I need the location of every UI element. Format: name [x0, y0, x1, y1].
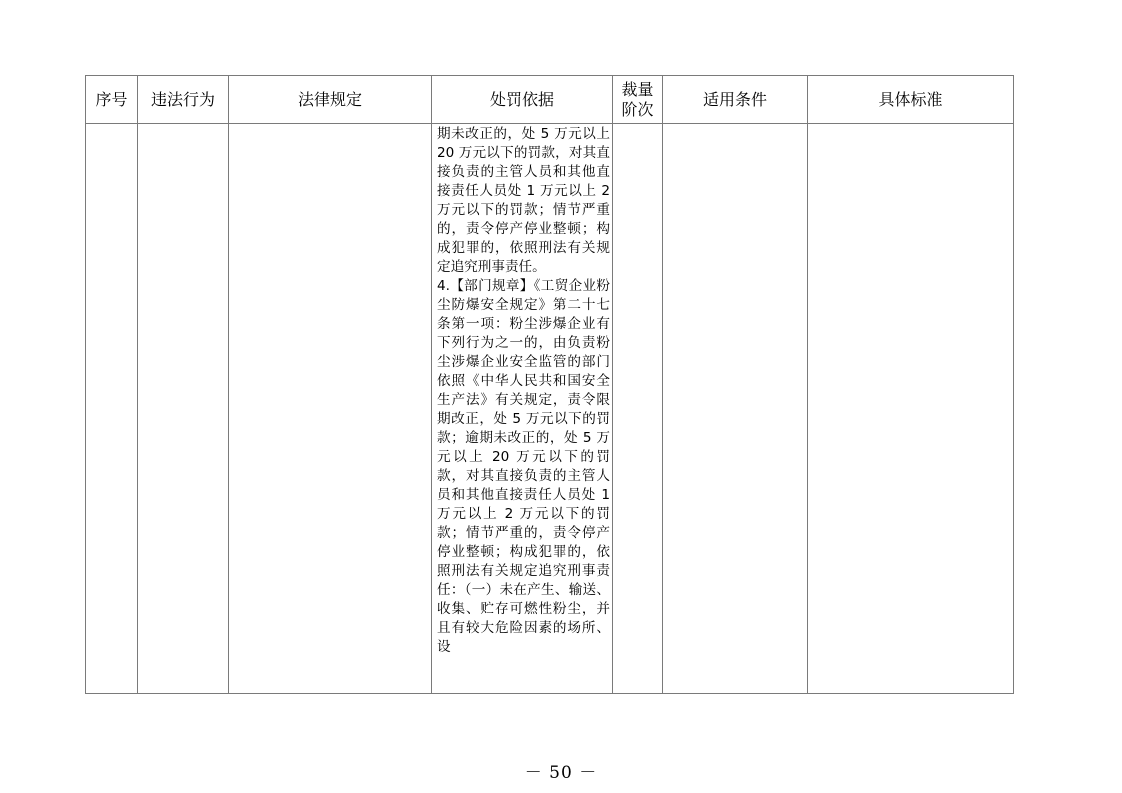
cell-conditions [663, 124, 808, 694]
header-violation: 违法行为 [138, 76, 229, 124]
cell-seq [86, 124, 138, 694]
cell-standards [808, 124, 1014, 694]
table-row [86, 124, 1014, 694]
cell-violation [138, 124, 229, 694]
header-standards: 具体标准 [808, 76, 1014, 124]
penalty-basis-text: 期未改正的，处 5 万元以上 20 万元以下的罚款，对其直接负责的主管人员和其他直接责任人员处 1 万元以上 2 万元以下的罚款；情节严重的，责令停产停业整顿；构成犯罪的，依照刑法有关规定追究刑事责任。 4.【部门规章】《工贸企业粉尘防爆安全规定》第二十七条第一项：粉尘涉爆企业有下列行为之一的，由负责粉尘涉爆企业安全监管的部门依照《中华人民共和国安全生产法》有关规定，责令限期改正，处 5 万元以下的罚款；逾期未改正的，处 5 万元以上 20 万元以下的罚款，对其直接负责的主管人员和其他直接责任人员处 1 万元以上 2 万元以下的罚款；情节严重的，责令停产停业整顿；构成犯罪的，依照刑法有关规定追究刑事责任：（一）未在产生、输送、收集、贮存可燃性粉尘，并且有较大危险因素的场所、设 [437, 126, 610, 655]
header-discretion-level: 裁量阶次 [613, 76, 663, 124]
cell-legal-provision [229, 124, 432, 694]
header-penalty-basis: 处罚依据 [432, 76, 613, 124]
header-seq: 序号 [86, 76, 138, 124]
page-number: － 50 － [524, 763, 598, 783]
table-header-row [86, 76, 1014, 124]
penalty-standards-table [85, 75, 1014, 694]
cell-penalty-basis [432, 124, 613, 694]
cell-discretion-level [613, 124, 663, 694]
header-conditions: 适用条件 [663, 76, 808, 124]
header-legal-provision: 法律规定 [229, 76, 432, 124]
